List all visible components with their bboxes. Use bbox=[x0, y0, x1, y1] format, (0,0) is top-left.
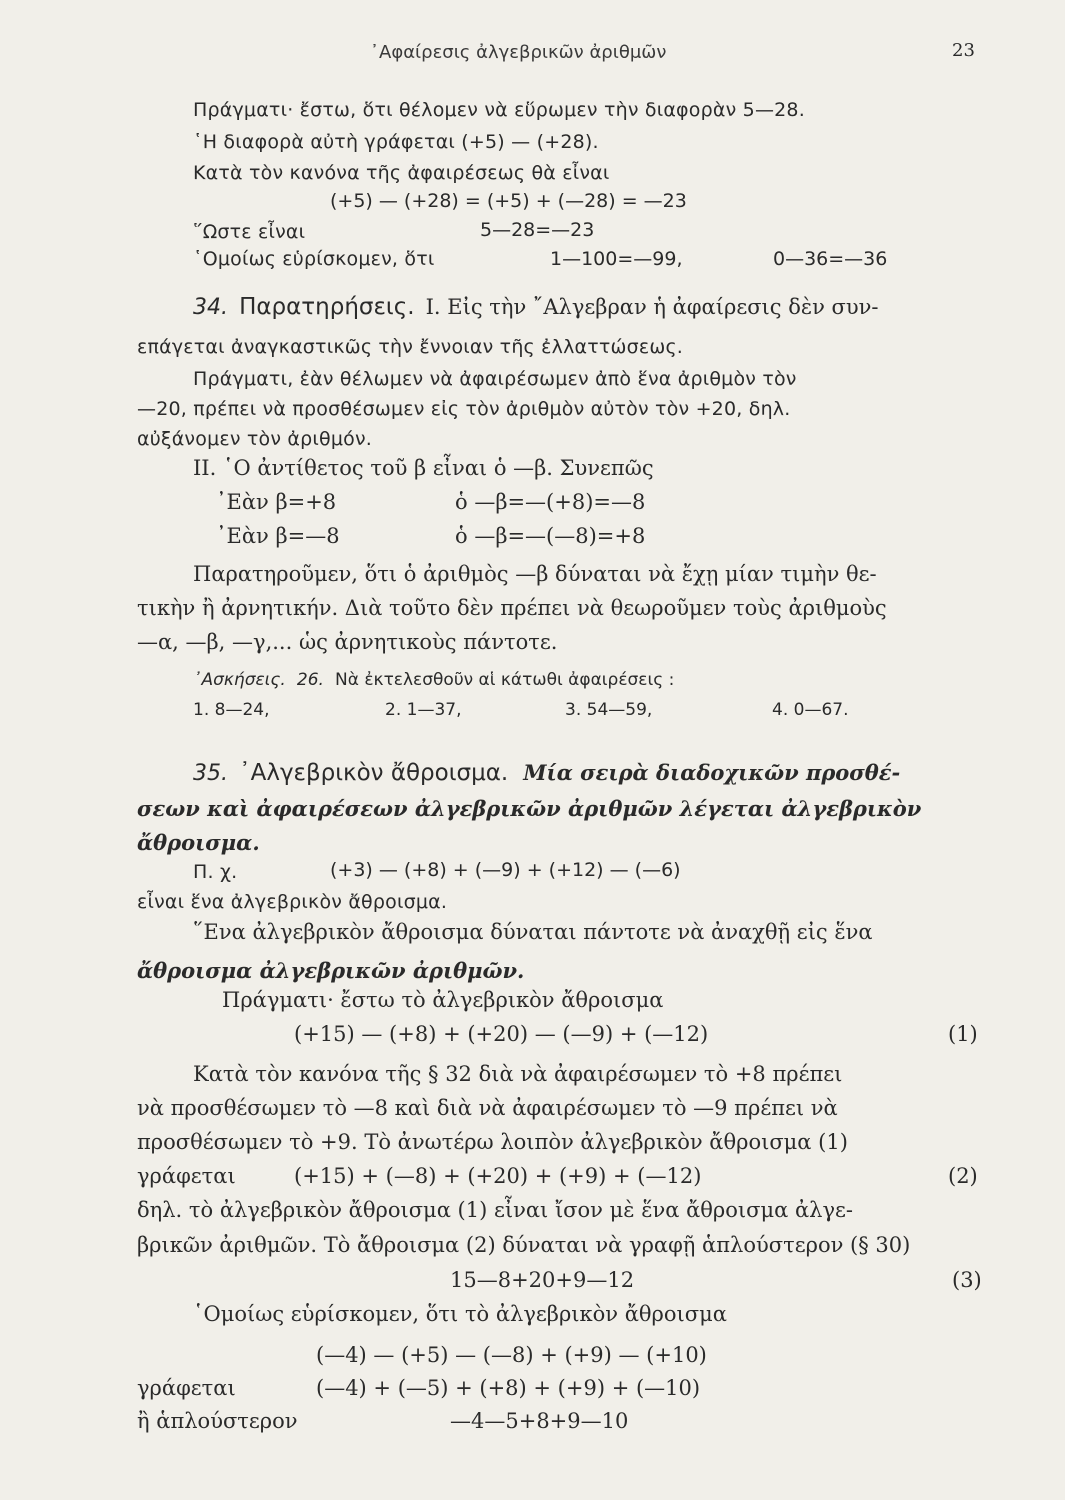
text-line: επάγεται ἀναγκαστικῶς τὴν ἔννοιαν τῆς ἐλλαττώσεως. bbox=[137, 336, 684, 358]
equation: (+15) + (—8) + (+20) + (+9) + (—12) bbox=[294, 1164, 702, 1188]
text-line: γράφεται bbox=[137, 1376, 236, 1400]
text-line: Πράγματι· ἔστω, ὅτι θέλομεν νὰ εὕρωμεν τὴν διαφορὰν 5—28. bbox=[193, 99, 805, 121]
equation: (+5) — (+28) = (+5) + (—28) = —23 bbox=[330, 190, 687, 212]
text-line: —α, —β, —γ,... ὡς ἀρνητικοὺς πάντοτε. bbox=[137, 630, 558, 654]
text-line: Πράγματι, ἐὰν θέλωμεν νὰ ἀφαιρέσωμεν ἀπὸ ἕνα ἀριθμὸν τὸν bbox=[193, 368, 797, 390]
section-number: 35. bbox=[193, 761, 228, 786]
text-line: Παρατηροῦμεν, ὅτι ὁ ἀριθμὸς —β δύναται νὰ ἔχῃ μίαν τιμὴν θε- bbox=[193, 562, 877, 586]
text-line: νὰ προσθέσωμεν τὸ —8 καὶ διὰ νὰ ἀφαιρέσωμεν τὸ —9 πρέπει νὰ bbox=[137, 1096, 838, 1120]
text-line: ῞Ωστε εἶναι bbox=[193, 221, 306, 243]
section-35-heading bbox=[193, 762, 900, 785]
equation: (+3) — (+8) + (—9) + (+12) — (—6) bbox=[330, 859, 681, 881]
equation: 15—8+20+9—12 bbox=[450, 1268, 635, 1292]
text-line: βρικῶν ἀριθμῶν. Τὸ ἄθροισμα (2) δύναται νὰ γραφῇ ἁπλούστερον (§ 30) bbox=[137, 1233, 911, 1257]
section-definition: ἄθροισμα. bbox=[137, 830, 260, 855]
section-title: ᾿Αλγεβρικὸν ἄθροισμα. bbox=[239, 760, 509, 786]
text-line: ῾Ομοίως εὑρίσκομεν, ὅτι bbox=[193, 248, 435, 270]
section-text: Ι. Εἰς τὴν ῎Αλγεβραν ἡ ἀφαίρεσις δὲν συν- bbox=[425, 295, 879, 319]
text-line: ᾿Εὰν β=—8 bbox=[216, 524, 340, 548]
text-line: ἄθροισμα ἀλγεβρικῶν ἀριθμῶν. bbox=[137, 958, 525, 983]
text-line: Πράγματι· ἔστω τὸ ἀλγεβρικὸν ἄθροισμα bbox=[222, 988, 664, 1012]
text-line: —20, πρέπει νὰ προσθέσωμεν εἰς τὸν ἀριθμὸν αὐτὸν τὸν +20, δηλ. bbox=[137, 398, 791, 420]
text-line: δηλ. τὸ ἀλγεβρικὸν ἄθροισμα (1) εἶναι ἴσον μὲ ἕνα ἄθροισμα ἀλγε- bbox=[137, 1198, 853, 1222]
text-line: εἶναι ἕνα ἀλγεβρικὸν ἄθροισμα. bbox=[137, 891, 448, 913]
text-line: τικὴν ἢ ἀρνητικήν. Διὰ τοῦτο δὲν πρέπει νὰ θεωροῦμεν τοὺς ἀριθμοὺς bbox=[137, 596, 887, 620]
equation: —4—5+8+9—10 bbox=[450, 1409, 629, 1433]
exercises-heading bbox=[193, 672, 674, 689]
equation: (+15) — (+8) + (+20) — (—9) + (—12) bbox=[294, 1022, 709, 1046]
text-line: ῾Ομοίως εὑρίσκομεν, ὅτι τὸ ἀλγεβρικὸν ἄθροισμα bbox=[193, 1302, 727, 1326]
page-number: 23 bbox=[952, 40, 975, 61]
equation: 5—28=—23 bbox=[480, 219, 595, 241]
section-34-heading bbox=[193, 296, 879, 319]
text-line: ἢ ἁπλούστερον bbox=[137, 1409, 298, 1433]
text-line: ῞Ενα ἀλγεβρικὸν ἄθροισμα δύναται πάντοτε νὰ ἀναχθῇ εἰς ἕνα bbox=[193, 920, 873, 944]
text-line: ΙΙ. ῾Ο ἀντίθετος τοῦ β εἶναι ὁ —β. Συνεπῶς bbox=[193, 456, 654, 480]
text-line: ῾Η διαφορὰ αὐτὴ γράφεται (+5) — (+28). bbox=[193, 131, 599, 153]
exercise-item: 2. 1—37, bbox=[385, 700, 462, 720]
text-line: προσθέσωμεν τὸ +9. Τὸ ἀνωτέρω λοιπὸν ἀλγεβρικὸν ἄθροισμα (1) bbox=[137, 1130, 848, 1154]
exercise-instruction: Νὰ ἐκτελεσθοῦν αἱ κάτωθι ἀφαιρέσεις : bbox=[335, 670, 675, 690]
equation: (—4) — (+5) — (—8) + (+9) — (+10) bbox=[316, 1343, 707, 1367]
section-title: Παρατηρήσεις. bbox=[239, 294, 415, 320]
text-line: Κατὰ τὸν κανόνα τῆς § 32 διὰ νὰ ἀφαιρέσωμεν τὸ +8 πρέπει bbox=[193, 1062, 843, 1086]
running-title: ᾿Αφαίρεσις ἀλγεβρικῶν ἀριθμῶν bbox=[370, 42, 667, 63]
equation: (—4) + (—5) + (+8) + (+9) + (—10) bbox=[316, 1376, 701, 1400]
text-line: ᾿Εὰν β=+8 bbox=[216, 490, 337, 514]
equation-number: (1) bbox=[948, 1022, 978, 1046]
text-line: Π. χ. bbox=[193, 861, 238, 883]
exercise-item: 3. 54—59, bbox=[565, 700, 653, 720]
equation: 0—36=—36 bbox=[773, 248, 888, 270]
section-definition: σεων καὶ ἀφαιρέσεων ἀλγεβρικῶν ἀριθμῶν λέγεται ἀλγεβρικὸν bbox=[137, 796, 922, 821]
section-definition: Μία σειρὰ διαδοχικῶν προσθέ- bbox=[523, 760, 901, 785]
text-line: Κατὰ τὸν κανόνα τῆς ἀφαιρέσεως θὰ εἶναι bbox=[193, 162, 610, 184]
text-line: γράφεται bbox=[137, 1164, 236, 1188]
exercise-number: 26. bbox=[296, 670, 324, 690]
exercises-label: ᾿Ασκήσεις. bbox=[193, 670, 286, 690]
equation-number: (3) bbox=[952, 1268, 982, 1292]
section-number: 34. bbox=[193, 295, 228, 320]
equation: ὁ —β=—(—8)=+8 bbox=[455, 524, 646, 548]
equation: ὁ —β=—(+8)=—8 bbox=[455, 490, 646, 514]
text-line: αὐξάνομεν τὸν ἀριθμόν. bbox=[137, 428, 373, 450]
exercise-item: 1. 8—24, bbox=[193, 700, 270, 720]
equation: 1—100=—99, bbox=[550, 248, 683, 270]
exercise-item: 4. 0—67. bbox=[772, 700, 849, 720]
equation-number: (2) bbox=[948, 1164, 978, 1188]
